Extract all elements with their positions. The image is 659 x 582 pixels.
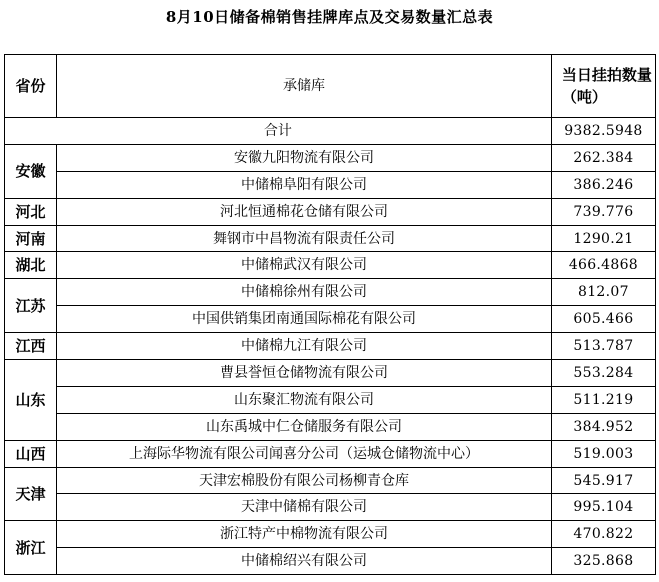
warehouse-cell: 山东禹城中仁仓储服务有限公司 [57, 413, 552, 440]
warehouse-cell: 曹县誉恒仓储物流有限公司 [57, 360, 552, 387]
table-row [5, 333, 656, 360]
warehouse-cell: 中储棉绍兴有限公司 [57, 548, 552, 575]
warehouse-cell: 舞钢市中昌物流有限责任公司 [57, 225, 552, 252]
table-row [5, 548, 656, 575]
quantity-cell: 511.219 [551, 386, 655, 413]
table-row [5, 413, 656, 440]
summary-table [4, 54, 656, 575]
quantity-cell: 325.868 [551, 548, 655, 575]
province-cell: 河南 [5, 225, 57, 252]
province-cell: 江西 [5, 333, 57, 360]
table-body [5, 55, 656, 575]
quantity-cell: 519.003 [551, 440, 655, 467]
province-cell: 江苏 [5, 279, 57, 333]
warehouse-cell: 中储棉徐州有限公司 [57, 279, 552, 306]
warehouse-cell: 中储棉阜阳有限公司 [57, 171, 552, 198]
table-row [5, 171, 656, 198]
table-row [5, 521, 656, 548]
table-row [5, 386, 656, 413]
warehouse-cell: 浙江特产中棉物流有限公司 [57, 521, 552, 548]
total-row [5, 118, 656, 145]
header-row [5, 55, 656, 118]
quantity-cell: 466.4868 [551, 252, 655, 279]
table-row [5, 144, 656, 171]
header-warehouse: 承储库 [57, 55, 552, 118]
warehouse-cell: 天津中储棉有限公司 [57, 494, 552, 521]
quantity-cell: 384.952 [551, 413, 655, 440]
table-row [5, 225, 656, 252]
warehouse-cell: 中国供销集团南通国际棉花有限公司 [57, 306, 552, 333]
total-quantity: 9382.5948 [551, 118, 655, 145]
quantity-cell: 739.776 [551, 198, 655, 225]
page-title: 8月10日储备棉销售挂牌库点及交易数量汇总表 [165, 8, 494, 26]
province-cell: 山西 [5, 440, 57, 467]
header-quantity: 当日挂拍数量（吨） [551, 55, 655, 118]
quantity-cell: 386.246 [551, 171, 655, 198]
warehouse-cell: 安徽九阳物流有限公司 [57, 144, 552, 171]
table-row [5, 440, 656, 467]
quantity-cell: 995.104 [551, 494, 655, 521]
total-label: 合计 [5, 118, 552, 145]
table-row [5, 198, 656, 225]
warehouse-cell: 天津宏棉股份有限公司杨柳青仓库 [57, 467, 552, 494]
province-cell: 河北 [5, 198, 57, 225]
province-cell: 山东 [5, 360, 57, 441]
table-row [5, 360, 656, 387]
province-cell: 天津 [5, 467, 57, 521]
quantity-cell: 605.466 [551, 306, 655, 333]
warehouse-cell: 中储棉武汉有限公司 [57, 252, 552, 279]
warehouse-cell: 中储棉九江有限公司 [57, 333, 552, 360]
warehouse-cell: 山东聚汇物流有限公司 [57, 386, 552, 413]
header-province: 省份 [5, 55, 57, 118]
quantity-cell: 812.07 [551, 279, 655, 306]
table-row [5, 279, 656, 306]
table-row [5, 252, 656, 279]
quantity-cell: 1290.21 [551, 225, 655, 252]
warehouse-cell: 上海际华物流有限公司闻喜分公司（运城仓储物流中心） [57, 440, 552, 467]
province-cell: 安徽 [5, 144, 57, 198]
table-row [5, 467, 656, 494]
table-row [5, 494, 656, 521]
warehouse-cell: 河北恒通棉花仓储有限公司 [57, 198, 552, 225]
table-row [5, 306, 656, 333]
quantity-cell: 470.822 [551, 521, 655, 548]
quantity-cell: 513.787 [551, 333, 655, 360]
province-cell: 浙江 [5, 521, 57, 575]
quantity-cell: 262.384 [551, 144, 655, 171]
quantity-cell: 553.284 [551, 360, 655, 387]
quantity-cell: 545.917 [551, 467, 655, 494]
province-cell: 湖北 [5, 252, 57, 279]
